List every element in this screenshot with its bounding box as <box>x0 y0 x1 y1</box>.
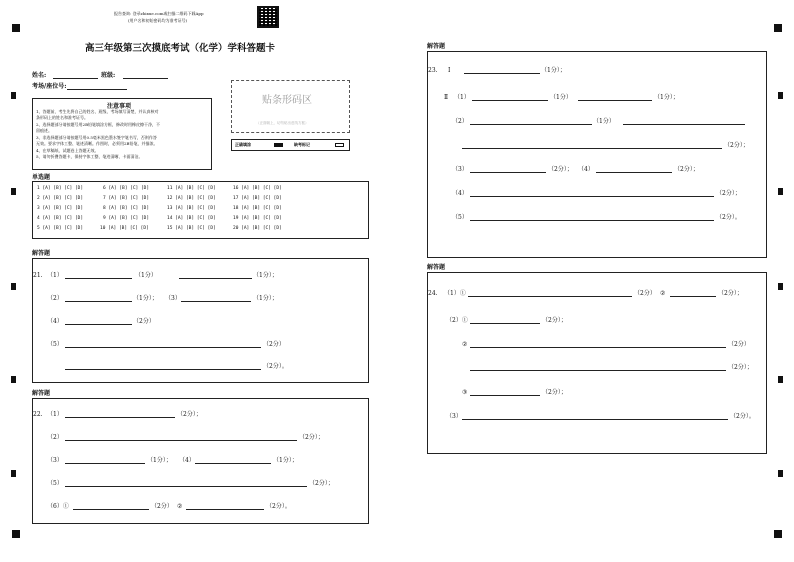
q23-section-title: 解答题 <box>427 43 446 50</box>
q22-box <box>32 398 369 524</box>
q22-section-title: 解答题 <box>32 390 51 397</box>
absent-label: 缺考标记 <box>294 142 310 147</box>
q23-part2-answer-c[interactable] <box>462 142 722 149</box>
notes-line: 4、在草稿纸、试题卷上答题无效。 <box>36 148 99 153</box>
q22-part3-label: （3） <box>47 457 63 464</box>
q23-part6-label: （5） <box>452 214 468 221</box>
side-mark <box>778 92 783 99</box>
q21-part5-answer-a[interactable] <box>65 341 261 348</box>
q23-part1-label: （1） <box>454 94 470 101</box>
fill-example <box>231 139 350 151</box>
room-label: 考场/座位号: <box>32 83 67 90</box>
qr-code-icon <box>257 6 279 28</box>
q24-part3-label: （3） <box>446 413 462 420</box>
absent-box[interactable] <box>335 143 344 147</box>
mc-q16[interactable]: 16 [A] [B] [C] [D] <box>233 186 282 191</box>
mc-q3[interactable]: 3 [A] [B] [C] [D] <box>37 206 84 211</box>
mc-q15[interactable]: 15 [A] [B] [C] [D] <box>167 226 216 231</box>
q23-part3-answer[interactable] <box>470 166 546 173</box>
side-mark <box>11 470 16 477</box>
notes-line: 留痕迹。 <box>36 128 52 133</box>
side-mark <box>11 283 16 290</box>
barcode-label: 贴条形码区 <box>262 95 312 106</box>
q22-part5-answer[interactable] <box>65 480 307 487</box>
mc-q10[interactable]: 10 [A] [B] [C] [D] <box>100 226 149 231</box>
notes-line: 1、答题前，考生先将自己的姓名、班级、考场填写清楚，并认真核对 <box>36 109 159 114</box>
mc-q5[interactable]: 5 [A] [B] [C] [D] <box>37 226 84 231</box>
q24-part3-score: （2分）。 <box>730 413 755 420</box>
q21-part3-score: （1分）； <box>253 295 278 302</box>
q23-part2-score-a: （1分） <box>593 118 615 125</box>
q24-part3-answer[interactable] <box>462 413 728 420</box>
mc-q11[interactable]: 11 [A] [B] [C] [D] <box>167 186 216 191</box>
q21-part2-answer[interactable] <box>65 295 132 302</box>
q23-part6-score: （2分）。 <box>716 214 741 221</box>
q24-part2-circle2: ② <box>462 341 468 348</box>
q23-part4-answer[interactable] <box>596 166 672 173</box>
q22-part4-score: （1分）； <box>273 457 298 464</box>
q21-part5-label: （5） <box>47 341 63 348</box>
q21-part1-answer-b[interactable] <box>179 272 252 279</box>
q21-part1-score-a: （1分） <box>135 272 157 279</box>
side-mark <box>11 188 16 195</box>
q24-part2-score-c: （2分）； <box>728 364 753 371</box>
q24-part2-score-b: （2分） <box>728 341 750 348</box>
q21-part1-label: （1） <box>47 272 63 279</box>
q23-part4-label: （4） <box>578 166 594 173</box>
mc-q9[interactable]: 9 [A] [B] [C] [D] <box>103 216 150 221</box>
notes-line: 3、非选择题部分请按题号用0.5毫米黑色墨水签字笔书写，否则作答 <box>36 135 157 140</box>
q21-part5-score-b: （2分）。 <box>263 363 288 370</box>
q22-part1-score: （2分）； <box>177 411 202 418</box>
q23-part5-label: （4） <box>452 190 468 197</box>
mc-q7[interactable]: 7 [A] [B] [C] [D] <box>103 196 150 201</box>
q22-part6-score-b: （2分）。 <box>266 503 291 510</box>
mc-q13[interactable]: 13 [A] [B] [C] [D] <box>167 206 216 211</box>
q22-part6-circle2: ② <box>177 503 183 510</box>
q22-part2-answer[interactable] <box>65 434 297 441</box>
mc-box <box>32 181 369 239</box>
correct-fill-label: 正确填涂 <box>235 142 251 147</box>
q21-part2-score: （1分）； <box>133 295 158 302</box>
q22-part5-score: （2分）； <box>309 480 334 487</box>
mc-q20[interactable]: 20 [A] [B] [C] [D] <box>233 226 282 231</box>
q21-part2-label: （2） <box>47 295 63 302</box>
class-label: 班级: <box>101 72 116 79</box>
mc-q2[interactable]: 2 [A] [B] [C] [D] <box>37 196 84 201</box>
name-label: 姓名: <box>32 72 47 79</box>
side-mark <box>778 283 783 290</box>
notes-line: 5、请勿折叠答题卡，保持字体工整、笔迹清晰、卡面清洁。 <box>36 154 143 159</box>
mc-q8[interactable]: 8 [A] [B] [C] [D] <box>103 206 150 211</box>
q22-part4-label: （4） <box>179 457 195 464</box>
q23-part1-score-b: （1分）； <box>654 94 679 101</box>
q24-part1-circle2: ② <box>660 290 666 297</box>
q22-part6-answer-b[interactable] <box>186 503 264 510</box>
q23-part5-score: （2分）； <box>716 190 741 197</box>
q23-part1-answer-b[interactable] <box>578 94 652 101</box>
q24-part2-answer-a[interactable] <box>470 317 540 324</box>
q23-part1-score-a: （1分） <box>550 94 572 101</box>
q24-part1-label: （1）① <box>444 290 466 297</box>
q22-part1-answer[interactable] <box>65 411 175 418</box>
q21-part3-label: （3） <box>165 295 181 302</box>
mc-q6[interactable]: 6 [A] [B] [C] [D] <box>103 186 150 191</box>
q23-part5-answer[interactable] <box>470 190 714 197</box>
q23-part3-score: （2分）； <box>548 166 573 173</box>
class-field[interactable] <box>123 72 168 79</box>
q24-part1-score-b: （2分）； <box>718 290 743 297</box>
q23-part4-score: （2分）； <box>674 166 699 173</box>
q24-part2-score-d: （2分）； <box>542 389 567 396</box>
barcode-area <box>231 80 350 133</box>
q23-part1-answer-a[interactable] <box>472 94 548 101</box>
notes-line: 无效。要求字体工整、笔迹清晰。作图时，必须用2B铅笔，并描浓。 <box>36 141 158 146</box>
q21-part4-label: （4） <box>47 318 63 325</box>
q23-part6-answer[interactable] <box>470 214 714 221</box>
q22-part3-answer[interactable] <box>65 457 145 464</box>
q22-part4-answer[interactable] <box>195 457 271 464</box>
q24-section-title: 解答题 <box>427 264 446 271</box>
q23-roman1: Ⅰ <box>448 67 451 74</box>
q23-roman2: Ⅱ <box>444 94 449 101</box>
report-notice: 报告查询: 登录zhixue.com或扫描二维码下载App <box>114 11 204 16</box>
q24-part2-label: （2）① <box>446 317 468 324</box>
q22-part5-label: （5） <box>47 480 63 487</box>
q21-part5-answer-b[interactable] <box>65 363 261 370</box>
q21-number: 21. <box>33 272 43 279</box>
q21-part1-answer-a[interactable] <box>65 272 132 279</box>
side-mark <box>11 376 16 383</box>
room-field[interactable] <box>67 83 127 90</box>
report-notice-sub: (用户名和初始密码均为准考证号) <box>128 18 188 23</box>
q22-part3-score: （1分）； <box>147 457 172 464</box>
q21-part1-score-b: （1分）； <box>253 272 278 279</box>
q23-part2-label: （2） <box>452 118 468 125</box>
q23-part2-answer-b[interactable] <box>623 118 745 125</box>
mc-q18[interactable]: 18 [A] [B] [C] [D] <box>233 206 282 211</box>
mc-q14[interactable]: 14 [A] [B] [C] [D] <box>167 216 216 221</box>
side-mark <box>778 188 783 195</box>
side-mark <box>778 376 783 383</box>
q24-part2-answer-c[interactable] <box>470 364 726 371</box>
mc-q19[interactable]: 19 [A] [B] [C] [D] <box>233 216 282 221</box>
q22-number: 22. <box>33 411 43 418</box>
q23-part2-score-b: （2分）； <box>724 142 749 149</box>
corner-mark-top-left <box>12 24 20 32</box>
q21-part4-score: （2分） <box>133 318 155 325</box>
q23-number: 23. <box>428 67 438 74</box>
q24-part1-score-a: （2分） <box>634 290 656 297</box>
q24-part1-answer-a[interactable] <box>468 290 632 297</box>
q23-part0-score: （1分）； <box>541 67 566 74</box>
mc-q17[interactable]: 17 [A] [B] [C] [D] <box>233 196 282 201</box>
mc-q4[interactable]: 4 [A] [B] [C] [D] <box>37 216 84 221</box>
side-mark <box>11 92 16 99</box>
page-title: 高三年级第三次摸底考试（化学）学科答题卡 <box>85 43 276 54</box>
q23-part3-label: （3） <box>452 166 468 173</box>
q21-part4-answer[interactable] <box>65 318 132 325</box>
side-mark <box>778 470 783 477</box>
q22-part6-label: （6）① <box>47 503 69 510</box>
notes-line: 2、选择题部分请按题号用2B铅笔填涂方框，修改时用橡皮擦干净，不 <box>36 122 161 127</box>
notes-box <box>32 98 212 170</box>
q22-part2-score: （2分）； <box>299 434 324 441</box>
barcode-hint: （正面朝上，切勿贴出虚线方框） <box>256 121 309 125</box>
q24-part1-answer-b[interactable] <box>670 290 716 297</box>
q22-part6-answer-a[interactable] <box>73 503 149 510</box>
q23-part2-answer-a[interactable] <box>470 118 592 125</box>
q22-part6-score-a: （2分） <box>151 503 173 510</box>
q24-part2-answer-d[interactable] <box>470 389 540 396</box>
q24-part2-score-a: （2分）； <box>542 317 567 324</box>
mc-section-title: 单选题 <box>32 174 51 181</box>
mc-q12[interactable]: 12 [A] [B] [C] [D] <box>167 196 216 201</box>
corner-mark-top-right <box>774 24 782 32</box>
q21-part3-answer[interactable] <box>181 295 251 302</box>
q21-part5-score-a: （2分） <box>263 341 285 348</box>
q24-part2-circle3: ③ <box>462 389 468 396</box>
q23-box <box>427 51 767 258</box>
notes-title: 注意事项 <box>107 103 132 110</box>
q24-part2-answer-b[interactable] <box>470 341 726 348</box>
corner-mark-bottom-right <box>774 530 782 538</box>
q24-box <box>427 272 767 454</box>
q23-part0-answer[interactable] <box>464 67 540 74</box>
notes-line: 条形码上的姓名和准考证号。 <box>36 115 88 120</box>
q21-section-title: 解答题 <box>32 250 51 257</box>
filled-box-icon <box>274 143 283 147</box>
q22-part1-label: （1） <box>47 411 63 418</box>
q21-box <box>32 258 369 383</box>
mc-q1[interactable]: 1 [A] [B] [C] [D] <box>37 186 84 191</box>
q24-number: 24. <box>428 290 438 297</box>
name-field[interactable] <box>53 72 98 79</box>
corner-mark-bottom-left <box>12 530 20 538</box>
q22-part2-label: （2） <box>47 434 63 441</box>
